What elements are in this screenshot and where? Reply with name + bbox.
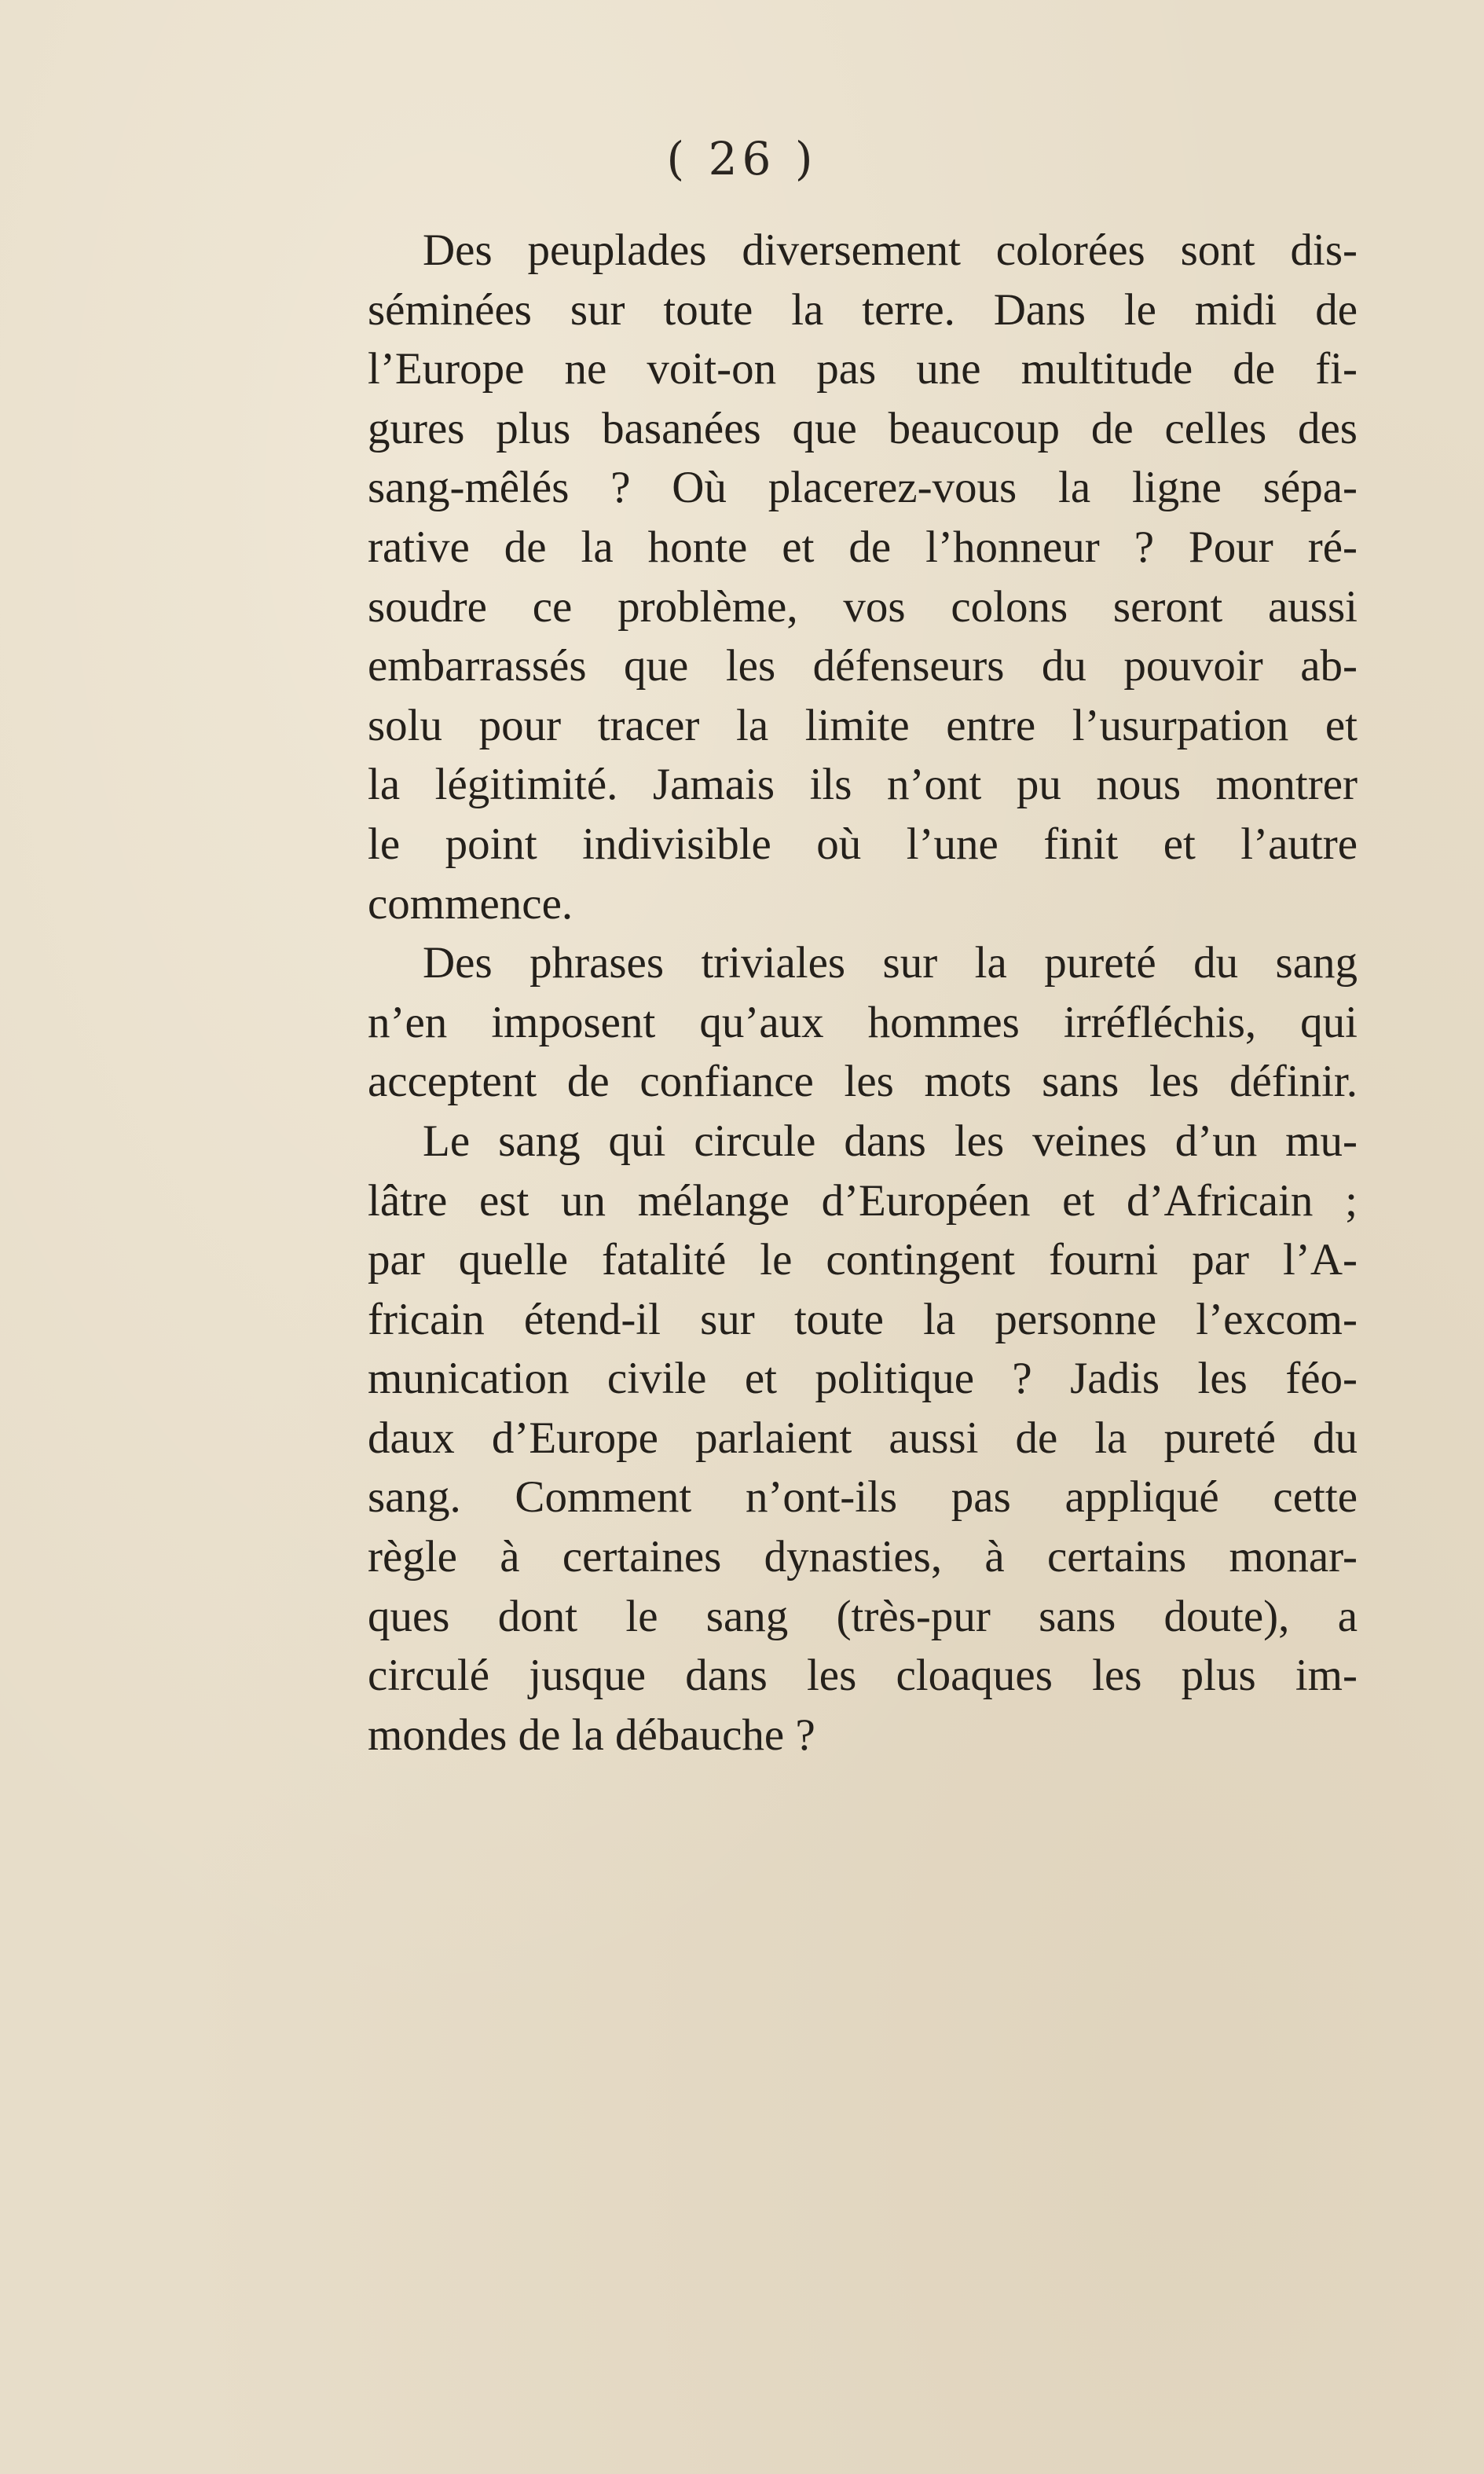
text-line: séminées sur toute la terre. Dans le midi de [368,284,1358,335]
text-line: lâtre est un mélange d’Européen et d’Africain ; [368,1175,1358,1226]
text-line: daux d’Europe parlaient aussi de la pureté du [368,1413,1358,1463]
text-line: fricain étend-il sur toute la personne l’excom- [368,1294,1358,1344]
text-line: sang. Comment n’ont-ils pas appliqué cette [368,1472,1358,1523]
paragraph-2 [368,933,1358,1112]
text-line: Des peuplades diversement colorées sont dis- [423,225,1358,275]
paragraph-3 [368,1112,1358,1765]
text-line: commence. [368,878,573,929]
text-line: la légitimité. Jamais ils n’ont pu nous montrer [368,760,1358,810]
text-line: l’Europe ne voit-on pas une multitude de fi- [368,344,1358,394]
text-line: munication civile et politique ? Jadis les féo- [368,1354,1358,1404]
page-number: ( 26 ) [666,132,818,185]
text-line: rative de la honte et de l’honneur ? Pour ré- [368,522,1358,572]
text-line: embarrassés que les défenseurs du pouvoir ab- [368,641,1358,691]
text-line: sang-mêlés ? Où placerez-vous la ligne sépa- [368,463,1358,513]
text-line: Des phrases triviales sur la pureté du sang [423,938,1358,988]
text-line: soudre ce problème, vos colons seront aussi [368,581,1358,632]
text-line: ques dont le sang (très-pur sans doute), a [368,1591,1358,1641]
text-line: Le sang qui circule dans les veines d’un mu- [423,1116,1358,1166]
text-line: n’en imposent qu’aux hommes irréfléchis, qui [368,997,1358,1047]
body-text [368,221,1358,1765]
text-line: acceptent de confiance les mots sans les définir. [368,1057,1358,1107]
text-line: circulé jusque dans les cloaques les plus im- [368,1651,1358,1701]
text-line: règle à certaines dynasties, à certains monar- [368,1532,1358,1582]
text-line: solu pour tracer la limite entre l’usurpation et [368,700,1358,750]
text-line: mondes de la débauche ? [368,1710,815,1760]
paragraph-1 [368,221,1358,933]
text-line: gures plus basanées que beaucoup de celles des [368,403,1358,453]
text-line: le point indivisible où l’une finit et l’autre [368,819,1358,869]
text-line: par quelle fatalité le contingent fourni par l’A- [368,1235,1358,1285]
